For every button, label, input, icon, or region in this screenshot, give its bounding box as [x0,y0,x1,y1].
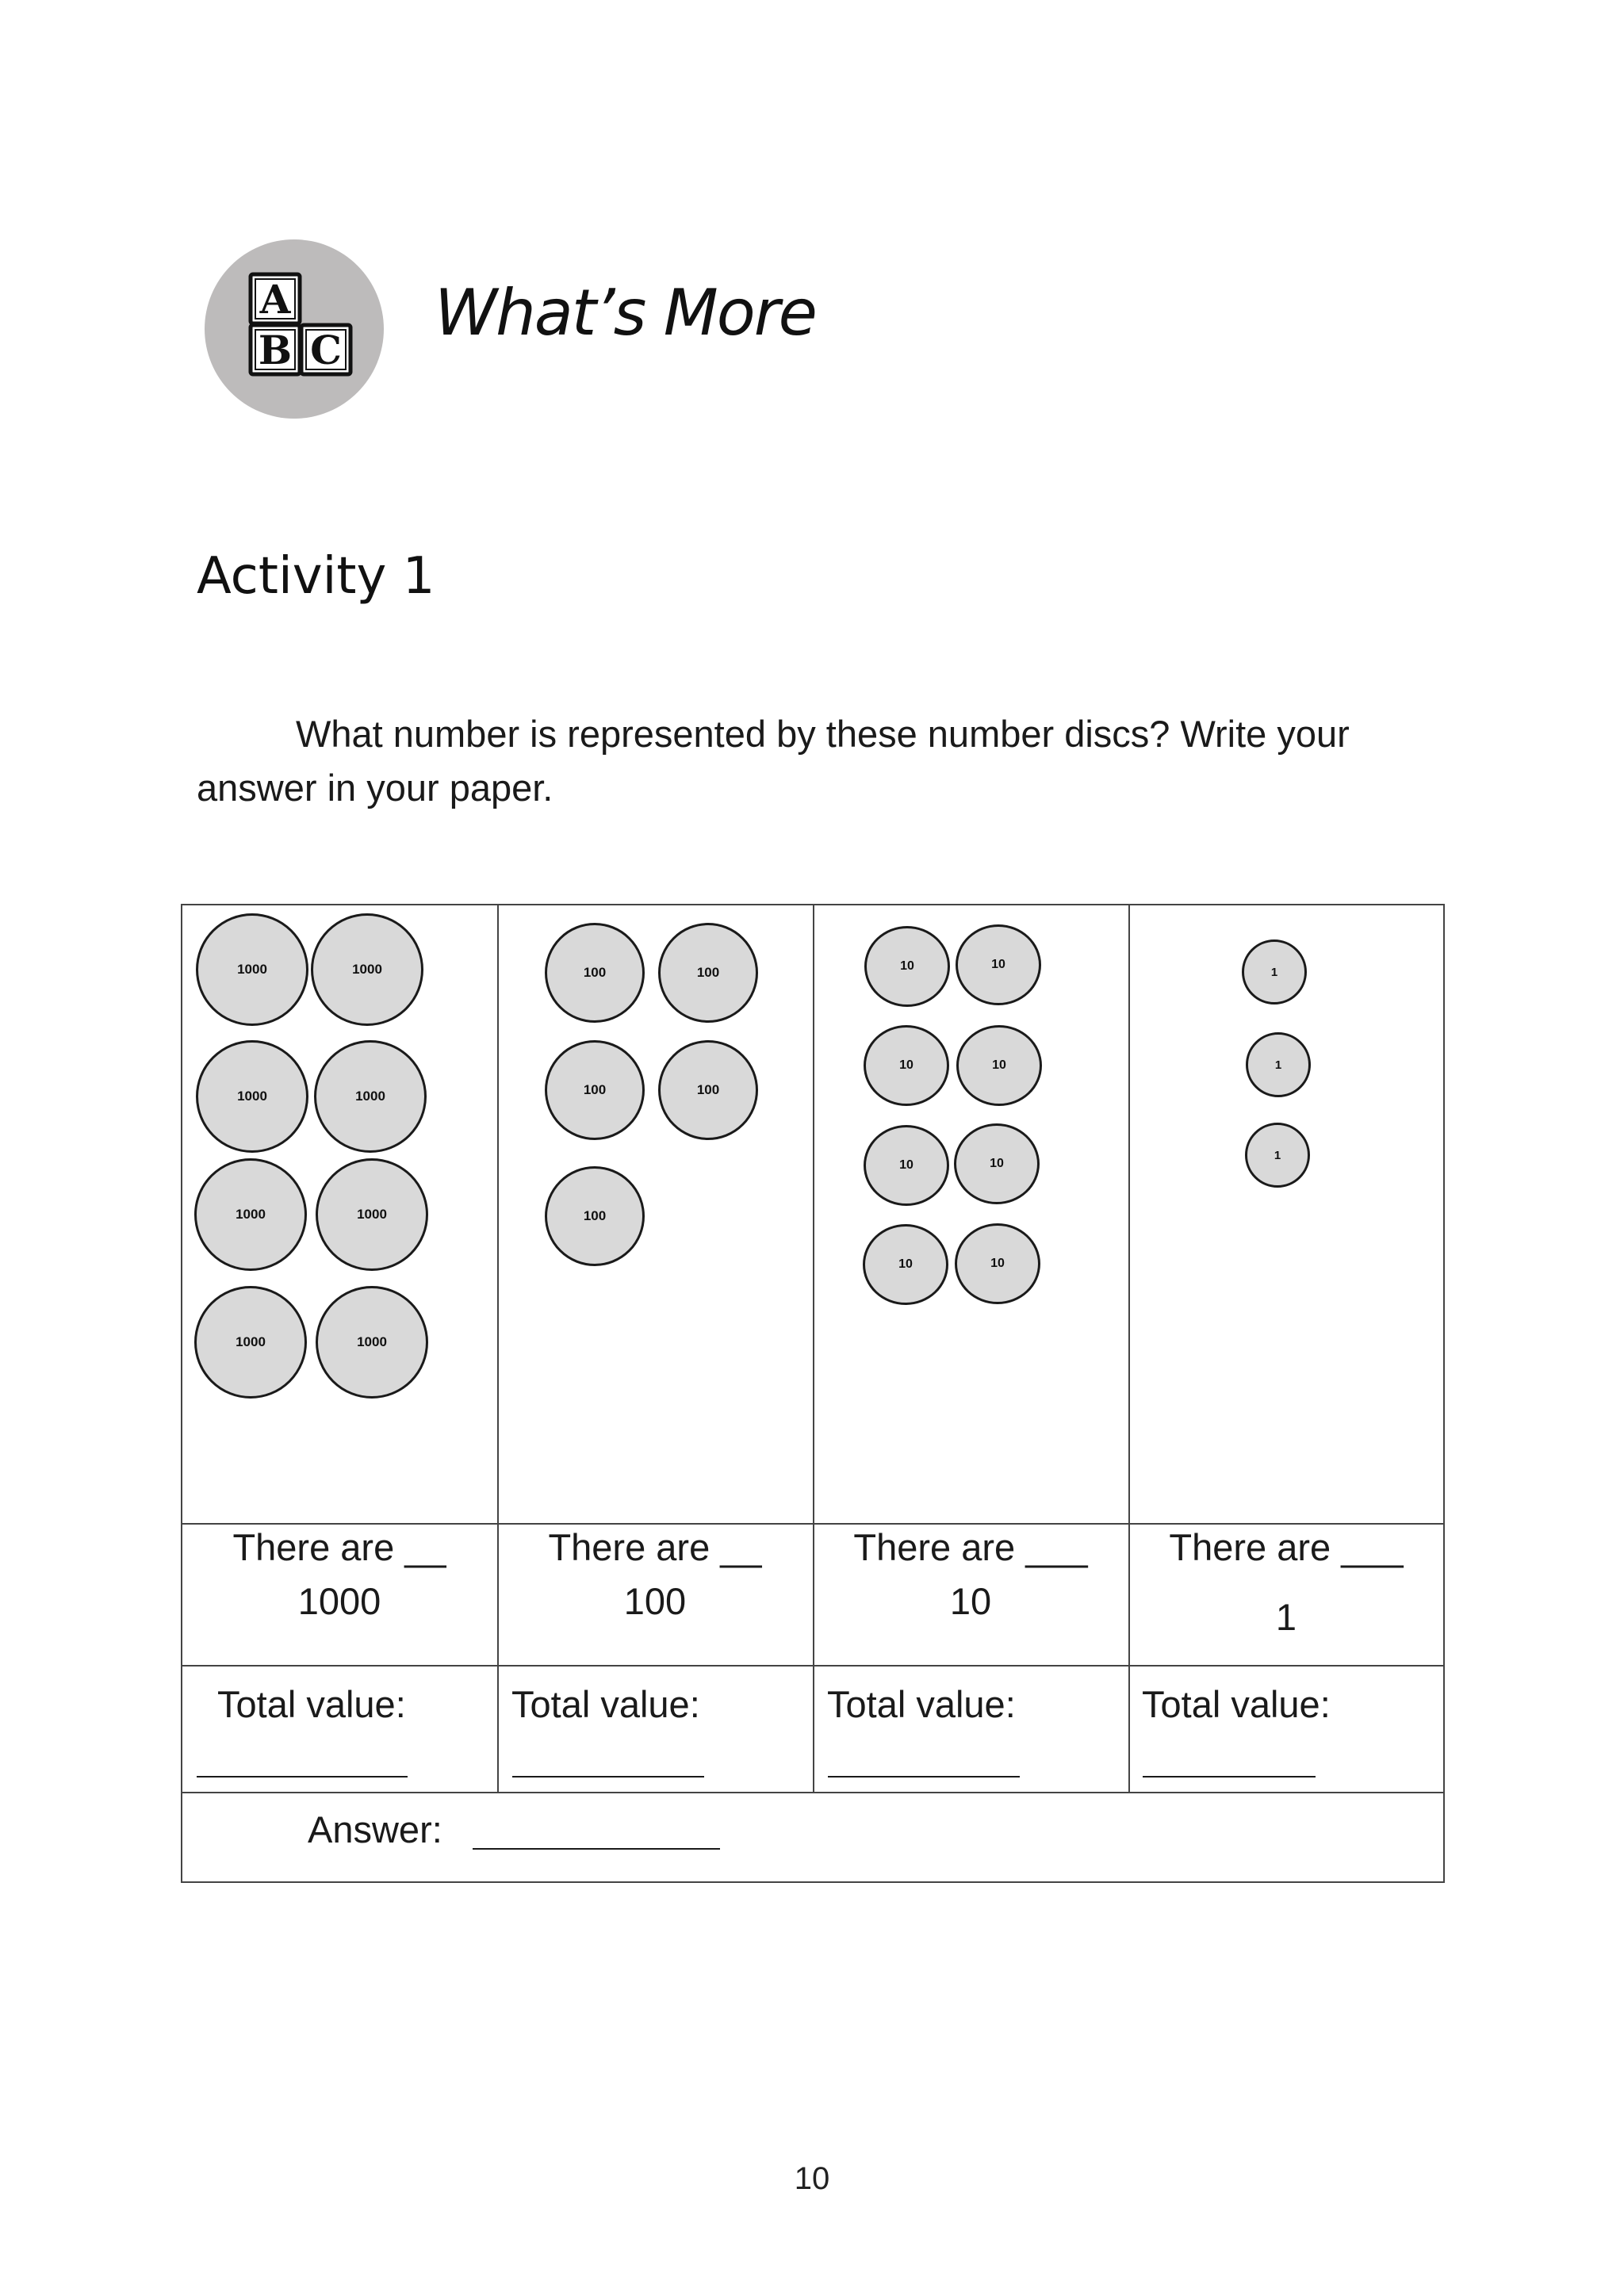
thousand-disc: 1000 [314,1040,427,1153]
ten-disc: 10 [956,1025,1042,1106]
hundred-disc: 100 [545,1040,645,1140]
column-divider [497,905,499,1793]
column-divider [813,905,814,1793]
there-are-hundreds [497,1521,813,1628]
place-value-label: 1000 [297,1580,381,1622]
there-are-ones [1128,1521,1444,1644]
thousand-disc: 1000 [194,1158,307,1271]
there-are-text: There are ___ [1169,1526,1404,1568]
ten-disc: 10 [864,1125,949,1206]
total-value-label: Total value: [217,1683,406,1725]
ten-disc: 10 [863,1224,948,1305]
thousand-disc: 1000 [316,1158,428,1271]
there-are-thousands [182,1521,497,1628]
ten-disc: 10 [955,1223,1040,1304]
thousand-disc: 1000 [196,913,308,1026]
there-are-text: There are __ [232,1526,446,1568]
one-disc: 1 [1245,1123,1310,1188]
activity-title: Activity 1 [197,547,435,606]
logo-letter-c: C [310,327,342,373]
thousand-disc: 1000 [311,913,423,1026]
answer-label: Answer: [308,1808,442,1850]
place-value-label: 100 [623,1580,687,1622]
place-value-label: 1 [1275,1596,1297,1638]
hundred-disc: 100 [545,923,645,1023]
hundred-disc: 100 [545,1166,645,1266]
place-value-label: 10 [949,1580,992,1622]
there-are-text: There are ___ [853,1526,1088,1568]
total-value-blank[interactable] [1143,1776,1316,1777]
ten-disc: 10 [956,924,1041,1005]
one-disc: 1 [1242,939,1307,1004]
one-disc: 1 [1246,1032,1311,1097]
hundred-disc: 100 [658,923,758,1023]
row-divider [182,1792,1443,1793]
logo-letter-a: A [259,276,291,323]
row-divider [182,1665,1443,1667]
ten-disc: 10 [954,1123,1040,1204]
thousand-disc: 1000 [196,1040,308,1153]
total-value-label: Total value: [511,1683,700,1725]
abc-blocks-logo [205,239,384,419]
there-are-text: There are __ [548,1526,762,1568]
activity-instructions: What number is represented by these number discs? Write your answer in your paper. [197,713,1350,809]
total-value-label: Total value: [1142,1683,1331,1725]
page-number: 10 [794,2161,830,2196]
logo-letter-b: B [258,327,293,373]
answer-blank[interactable] [473,1848,720,1850]
total-value-blank[interactable] [828,1776,1020,1777]
hundred-disc: 100 [658,1040,758,1140]
section-title: What’s More [435,276,816,350]
ten-disc: 10 [864,926,950,1007]
ten-disc: 10 [864,1025,949,1106]
total-value-blank[interactable] [512,1776,704,1777]
column-divider [1128,905,1130,1793]
abc-blocks-icon [205,239,384,419]
total-value-blank[interactable] [197,1776,408,1777]
thousand-disc: 1000 [194,1286,307,1399]
thousand-disc: 1000 [316,1286,428,1399]
there-are-tens [813,1521,1128,1628]
total-value-label: Total value: [827,1683,1016,1725]
